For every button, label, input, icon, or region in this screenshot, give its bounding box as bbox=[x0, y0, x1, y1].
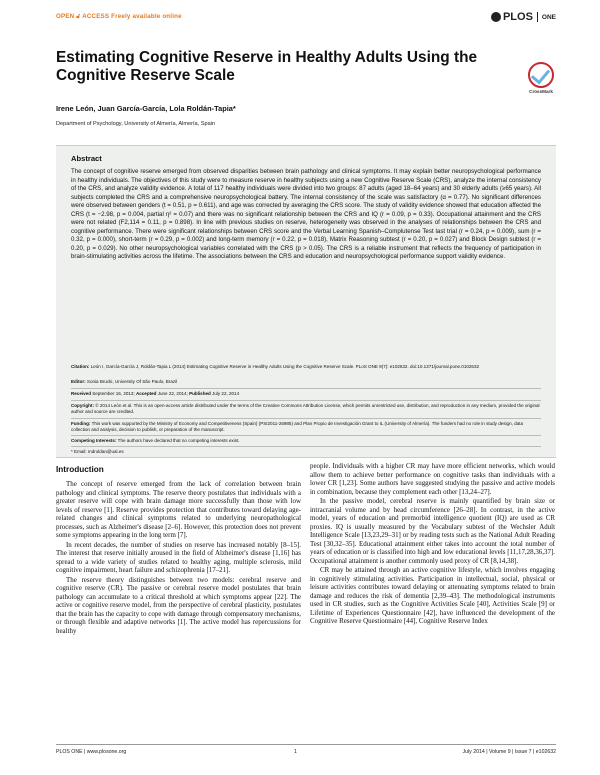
body-paragraph: people. Individuals with a higher CR may have more efficient networks, which would allow them to achieve better performance on cognitive tasks than individuals with a lower CR [1,23]. Some authors have suggested studying the passive and active models in combination, because they complement each other [13,24–27]. bbox=[310, 462, 555, 496]
copyright-line bbox=[71, 403, 541, 415]
funding-line bbox=[71, 421, 541, 433]
divider bbox=[71, 446, 541, 447]
body-paragraph: In recent decades, the number of studies on reserve has increased notably [8–15]. The interest that reserve initially aroused in the field of Alzheimer's disease [1,16] has spread to a wide variety of studies related to healthy aging, multiple sclerosis, mild cognitive impairment, heart failure and schizophrenia [17–21]. bbox=[56, 540, 301, 574]
editor-line bbox=[71, 379, 541, 385]
received-date: September 16, 2013; bbox=[92, 391, 135, 396]
plos-one-logo[interactable] bbox=[491, 11, 556, 23]
access-word: ACCESS bbox=[82, 13, 110, 20]
body-column-right bbox=[310, 462, 555, 626]
divider bbox=[71, 400, 541, 401]
footer-divider bbox=[56, 744, 556, 745]
open-access-lock-icon: 🔓︎ bbox=[76, 13, 81, 20]
divider bbox=[71, 418, 541, 419]
crossmark-label: CrossMark bbox=[529, 89, 553, 94]
abstract-box bbox=[56, 145, 556, 458]
competing-interests-line bbox=[71, 438, 541, 444]
body-paragraph: In the passive model, cerebral reserve is mainly quantified by brain size or intracranial volume and by head circumference [26–28]. In contrast, in the active model, years of education and premorbid intelligence quotient (IQ) are used as CR proxies. IQ is usually measured by the Vocabulary subtest of the Wechsler Adult Intelligence Scale [13,23,29–31] or by reading tests such as the National Adult Reading Test [30,32–35]. Educational attainment either takes into account the total number of years of education or is classified into high and low educational levels [11,17,28,36,37]. Occupational attainment is another commonly used proxy of CR [8,14,38]. bbox=[310, 497, 555, 565]
logo-divider bbox=[537, 12, 538, 22]
journal-header bbox=[56, 11, 556, 25]
competing-label: Competing Interests: bbox=[71, 438, 117, 443]
one-wordmark: ONE bbox=[541, 13, 556, 21]
footer-issue: July 2014 | Volume 9 | Issue 7 | e102632 bbox=[462, 749, 556, 755]
funding-text: This work was supported by the Ministry of Economy and Competitiveness (Spain) (PSI2011-26985) and Plan Propio de Investigación Grant to IL (University of Almería). The funders had no role in study design, data collection and analysis, decision to publish, or preparation of the manuscript. bbox=[71, 421, 523, 433]
footer-journal-link[interactable]: PLOS ONE | www.plosone.org bbox=[56, 749, 127, 755]
body-column-left bbox=[56, 480, 301, 635]
open-access-logo[interactable] bbox=[56, 13, 182, 21]
citation-line bbox=[71, 364, 541, 370]
freely-available-text: Freely available online bbox=[111, 13, 182, 20]
accepted-label: Accepted bbox=[135, 391, 157, 396]
abstract-heading: Abstract bbox=[71, 154, 102, 163]
page-number: 1 bbox=[294, 749, 297, 755]
crossmark-button[interactable] bbox=[514, 62, 568, 94]
accepted-date: June 22, 2014; bbox=[157, 391, 188, 396]
competing-text: The authors have declared that no competing interests exist. bbox=[117, 438, 240, 443]
divider bbox=[71, 435, 541, 436]
body-paragraph: CR may be attained through an active cognitive lifestyle, which involves engaging in cognitively stimulating activities. Participation in intellectual, social, physical or leisure activities contributes toward delaying or attenuating symptoms related to brain damage and reduces the risk of dementia [2,39–43]. The methodological instruments used in CR studies, such as the Cognitive Activities Scale [40], Activities Scale [9] or Lifetime of Experiences Questionnaire [42], have influenced the development of the Cognitive Reserve Questionnaire [44], Cognitive Reserve Index bbox=[310, 566, 555, 625]
affiliation: Department of Psychology, University of Almería, Almería, Spain bbox=[56, 121, 216, 127]
copyright-label: Copyright: bbox=[71, 403, 94, 408]
published-label: Published bbox=[189, 391, 211, 396]
published-date: July 22, 2014 bbox=[212, 391, 240, 396]
copyright-text: © 2014 León et al. This is an open-access article distributed under the terms of the Creative Commons Attribution License, which permits unrestricted use, distribution, and reproduction in any medium, provided the original author and source are credited. bbox=[71, 403, 540, 415]
open-access-word: OPEN bbox=[56, 13, 75, 20]
body-paragraph: The concept of reserve emerged from the lack of correlation between brain pathology and clinical symptoms. The reserve theory postulates that individuals with a greater reserve will cope with brain damage more successfully than those with low levels of reserve [1]. Reserve provides protection that contributes toward delaying age-related changes and clinical symptoms related to underlying neuropathological processes, such as Alzheimer's disease [2–6]. However, this protection does not prevent some symptoms appearing in the long term [7]. bbox=[56, 480, 301, 539]
article-title: Estimating Cognitive Reserve in Healthy Adults Using the Cognitive Reserve Scale bbox=[56, 49, 478, 84]
citation-text: León I, García-García J, Roldán-Tapia L (2014) Estimating Cognitive Reserve in Healthy Adults Using the Cognitive Reserve Scale. PLoS ONE 9(7): e102632. doi:10.1371/journal.pone.0102632 bbox=[90, 364, 480, 369]
editor-text: Sonia Brucki, University Of São Paulo, Brazil bbox=[86, 379, 178, 384]
dates-line bbox=[71, 391, 541, 397]
plos-globe-icon bbox=[491, 12, 501, 22]
citation-label: Citation: bbox=[71, 364, 90, 369]
email-line[interactable]: * Email: mdroldan@ual.es bbox=[71, 449, 124, 454]
editor-label: Editor: bbox=[71, 379, 86, 384]
plos-wordmark: PLOS bbox=[502, 11, 533, 23]
page-footer bbox=[56, 749, 556, 759]
divider bbox=[71, 388, 541, 389]
abstract-text: The concept of cognitive reserve emerged from observed disparities between brain pathology and clinical symptoms. It may explain better neuropsychological performance in healthy individuals. The objectives of this study were to measure reserve in healthy subjects using a new Cognitive Reserve Scale (CRS), analyze the internal consistency of the CRS, and analyze validity evidence. A total of 117 healthy individuals were divided into two groups: 87 adults (aged 18–64 years) and 30 elderly adults (≥65 years). All subjects completed the CRS and a comprehensive neuropsychological battery. The internal consistency of the scale was satisfactory (α = 0.77). No significant differences were observed between genders (t = 0.51, p = 0.611), and age was corrected by averaging the CRS score. The study of validity evidence showed that education affected the CRS (t = −2.98, p = 0.004, partial η² = 0.07) and there was no significant relationship between the CRS and IQ (r = 0.09, p = 0.33). Occupational attainment and the CRS were not related (F2,114 = 0.11, p = 0.898). In line with previous studies on reserve, heterogeneity was observed in the analyses of relationships between the CRS and cognitive performance. There were significant relationships between CRS score and the Verbal Learning Spanish–Complutense Test last trial (r = 0.24, p = 0.009), sum (r = 0.32, p = 0.000), short-term (r = 0.29, p = 0.002) and long-term memory (r = 0.22, p = 0.018), Matrix Reasoning subtest (r = 0.20, p = 0.027) and Block Design subtest (r = 0.20, p = 0.029). No other neuropsychological variables correlated with the CRS (p > 0.05). The CRS is a reliable instrument that reflects the frequency of participation in brain-stimulating activities across the lifetime. The associations between the CRS and education and neuropsychological performance support validity evidence. bbox=[71, 168, 541, 261]
body-paragraph: The reserve theory distinguishes between two models: cerebral reserve and cognitive reserve (CR). The passive or cerebral reserve model postulates that brain pathology can accumulate to a critical threshold at which symptoms appear [22]. The active or cognitive reserve model, from the perspective of cerebral plasticity, postulates that the brain has the capacity to cope with damage through compensatory mechanisms, or through flexible and adaptive networks [1]. The active model has repercussions for healthy bbox=[56, 575, 301, 635]
author-list: Irene León, Juan García-García, Lola Roldán-Tapia* bbox=[56, 104, 236, 113]
crossmark-icon bbox=[528, 62, 554, 88]
received-label: Received bbox=[71, 391, 91, 396]
introduction-heading: Introduction bbox=[56, 465, 104, 474]
funding-label: Funding: bbox=[71, 421, 91, 426]
